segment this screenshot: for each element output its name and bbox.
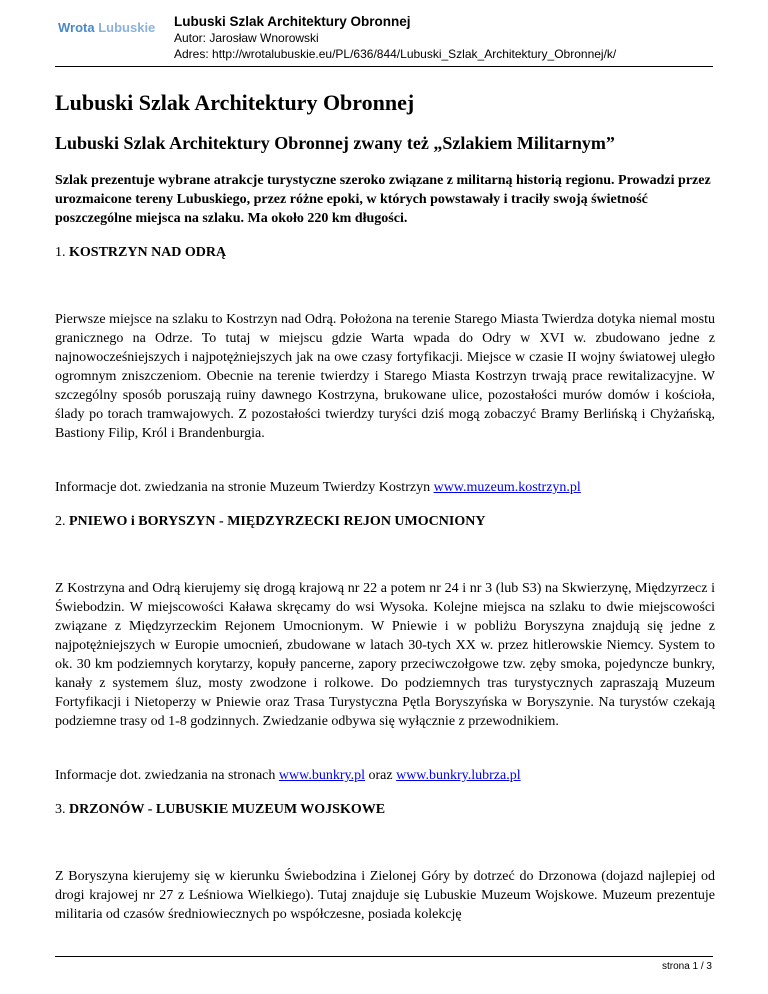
article-subtitle: Lubuski Szlak Architektury Obronnej zwany też „Szlakiem Militarnym”: [55, 133, 615, 153]
section-number: 2.: [55, 514, 69, 529]
header-divider: [55, 66, 713, 67]
header-address: Adres: http://wrotalubuskie.eu/PL/636/844/Lubuski_Szlak_Architektury_Obronnej/k/: [174, 47, 617, 61]
article-title: Lubuski Szlak Architektury Obronnej: [55, 90, 415, 115]
header-author: Autor: Jarosław Wnorowski: [174, 31, 319, 45]
section-number: 1.: [55, 245, 69, 260]
footer-divider: [55, 956, 713, 957]
link-bunkry[interactable]: www.bunkry.pl: [278, 768, 365, 783]
info-text: Informacje dot. zwiedzania na stronie Muzeum Twierdzy Kostrzyn: [55, 480, 434, 495]
info-conjunction: oraz: [364, 768, 397, 783]
section-heading-3: [55, 801, 715, 819]
section-text-3: Z Boryszyna kierujemy się w kierunku Świebodzina i Zielonej Góry by dotrzeć do Drzonowa (dojazd najlepiej od drogi krajowej nr 27 z Leśniowa Wielkiego). Tutaj znajduje się Lubuskie Muzeum Wojskowe. Muzeum prezentuje militaria od czasów średniowiecznych po współczesne, posiada kolekcję: [55, 869, 715, 922]
section-info-1: [55, 479, 715, 497]
info-text: Informacje dot. zwiedzania na stronach: [55, 768, 279, 783]
article-intro: Szlak prezentuje wybrane atrakcje turystyczne szeroko związane z militarną historią regionu. Prowadzi przez urozmaicone tereny Lubuskiego, przez różne epoki, w których powstawały i traciły swoją świetność poszczególne miejsca na szlaku. Ma około 220 km długości.: [55, 173, 711, 226]
link-muzeum-kostrzyn[interactable]: www.muzeum.kostrzyn.pl: [433, 480, 581, 495]
logo-word-2: Lubuskie: [98, 20, 156, 35]
section-heading-2: [55, 513, 715, 531]
section-text-1: Pierwsze miejsce na szlaku to Kostrzyn nad Odrą. Położona na terenie Starego Miasta Twierdza dotyka niemal mostu granicznego na Odrze. To tutaj w miejscu gdzie Warta wpada do Odry w XVI w. zbudowano jedne z najnowocześniejszych i najpotężniejszych jak na owe czasy fortyfikacji. Miejsce w czasie II wojny światowej uległo ogromnym zniszczeniom. Obecnie na terenie twierdzy i Starego Miasta Kostrzyn trwają prace rewitalizacyjne. W szczególny sposób poruszają ruiny dawnego Kostrzyna, brukowane ulice, pozostałości murów domów i kościoła, ślady po torach tramwajowych. Z pozostałości twierdzy turyści dziś mogą zobaczyć Bramy Berlińską i Chyżańską, Bastiony Filip, Król i Brandenburgia.: [55, 312, 715, 441]
link-bunkry-lubrza[interactable]: www.bunkry.lubrza.pl: [396, 768, 521, 783]
page-header: [0, 0, 768, 66]
page-number: strona 1 / 3: [661, 961, 712, 972]
article-body: [55, 70, 715, 924]
section-name: PNIEWO i BORYSZYN - MIĘDZYRZECKI REJON UMOCNIONY: [69, 514, 486, 529]
header-title: Lubuski Szlak Architektury Obronnej: [174, 14, 411, 29]
section-info-2: [55, 767, 715, 785]
section-number: 3.: [55, 802, 69, 817]
section-heading-1: [55, 244, 715, 262]
section-name: KOSTRZYN NAD ODRĄ: [69, 245, 227, 260]
section-text-2: Z Kostrzyna and Odrą kierujemy się drogą krajową nr 22 a potem nr 24 i nr 3 (lub S3) na Skwierzynę, Międzyrzecz i Świebodzin. W miejscowości Kaława skręcamy do wsi Wysoka. Kolejne miejsca na szlaku to dwie miejscowości związane z Międzyrzeckim Rejonem Umocnionym. W Pniewie i w pobliżu Boryszyna znajdują się jedne z najpotężniejszych w Europie umocnień, zbudowane w latach 30-tych XX w. przez hitlerowskie Niemcy. System to ok. 30 km podziemnych korytarzy, kopuły pancerne, zapory przeciwczołgowe tzw. zęby smoka, pojedyncze bunkry, kanały z systemem śluz, mosty zwodzone i rolkowe. Do podziemnych tras turystycznych zapraszają Muzeum Fortyfikacji i Nietoperzy w Pniewie oraz Trasa Turystyczna Pętla Boryszyńska w Boryszynie. Na turystów czekają podziemne trasy od 1-8 godzinnych. Zwiedzanie odbywa się wyłącznie z przewodnikiem.: [55, 581, 715, 729]
header-meta: [174, 13, 616, 62]
logo-word-1: Wrota: [58, 20, 99, 35]
wrota-lubuskie-logo: [58, 20, 155, 35]
section-name: DRZONÓW - LUBUSKIE MUZEUM WOJSKOWE: [69, 802, 386, 817]
